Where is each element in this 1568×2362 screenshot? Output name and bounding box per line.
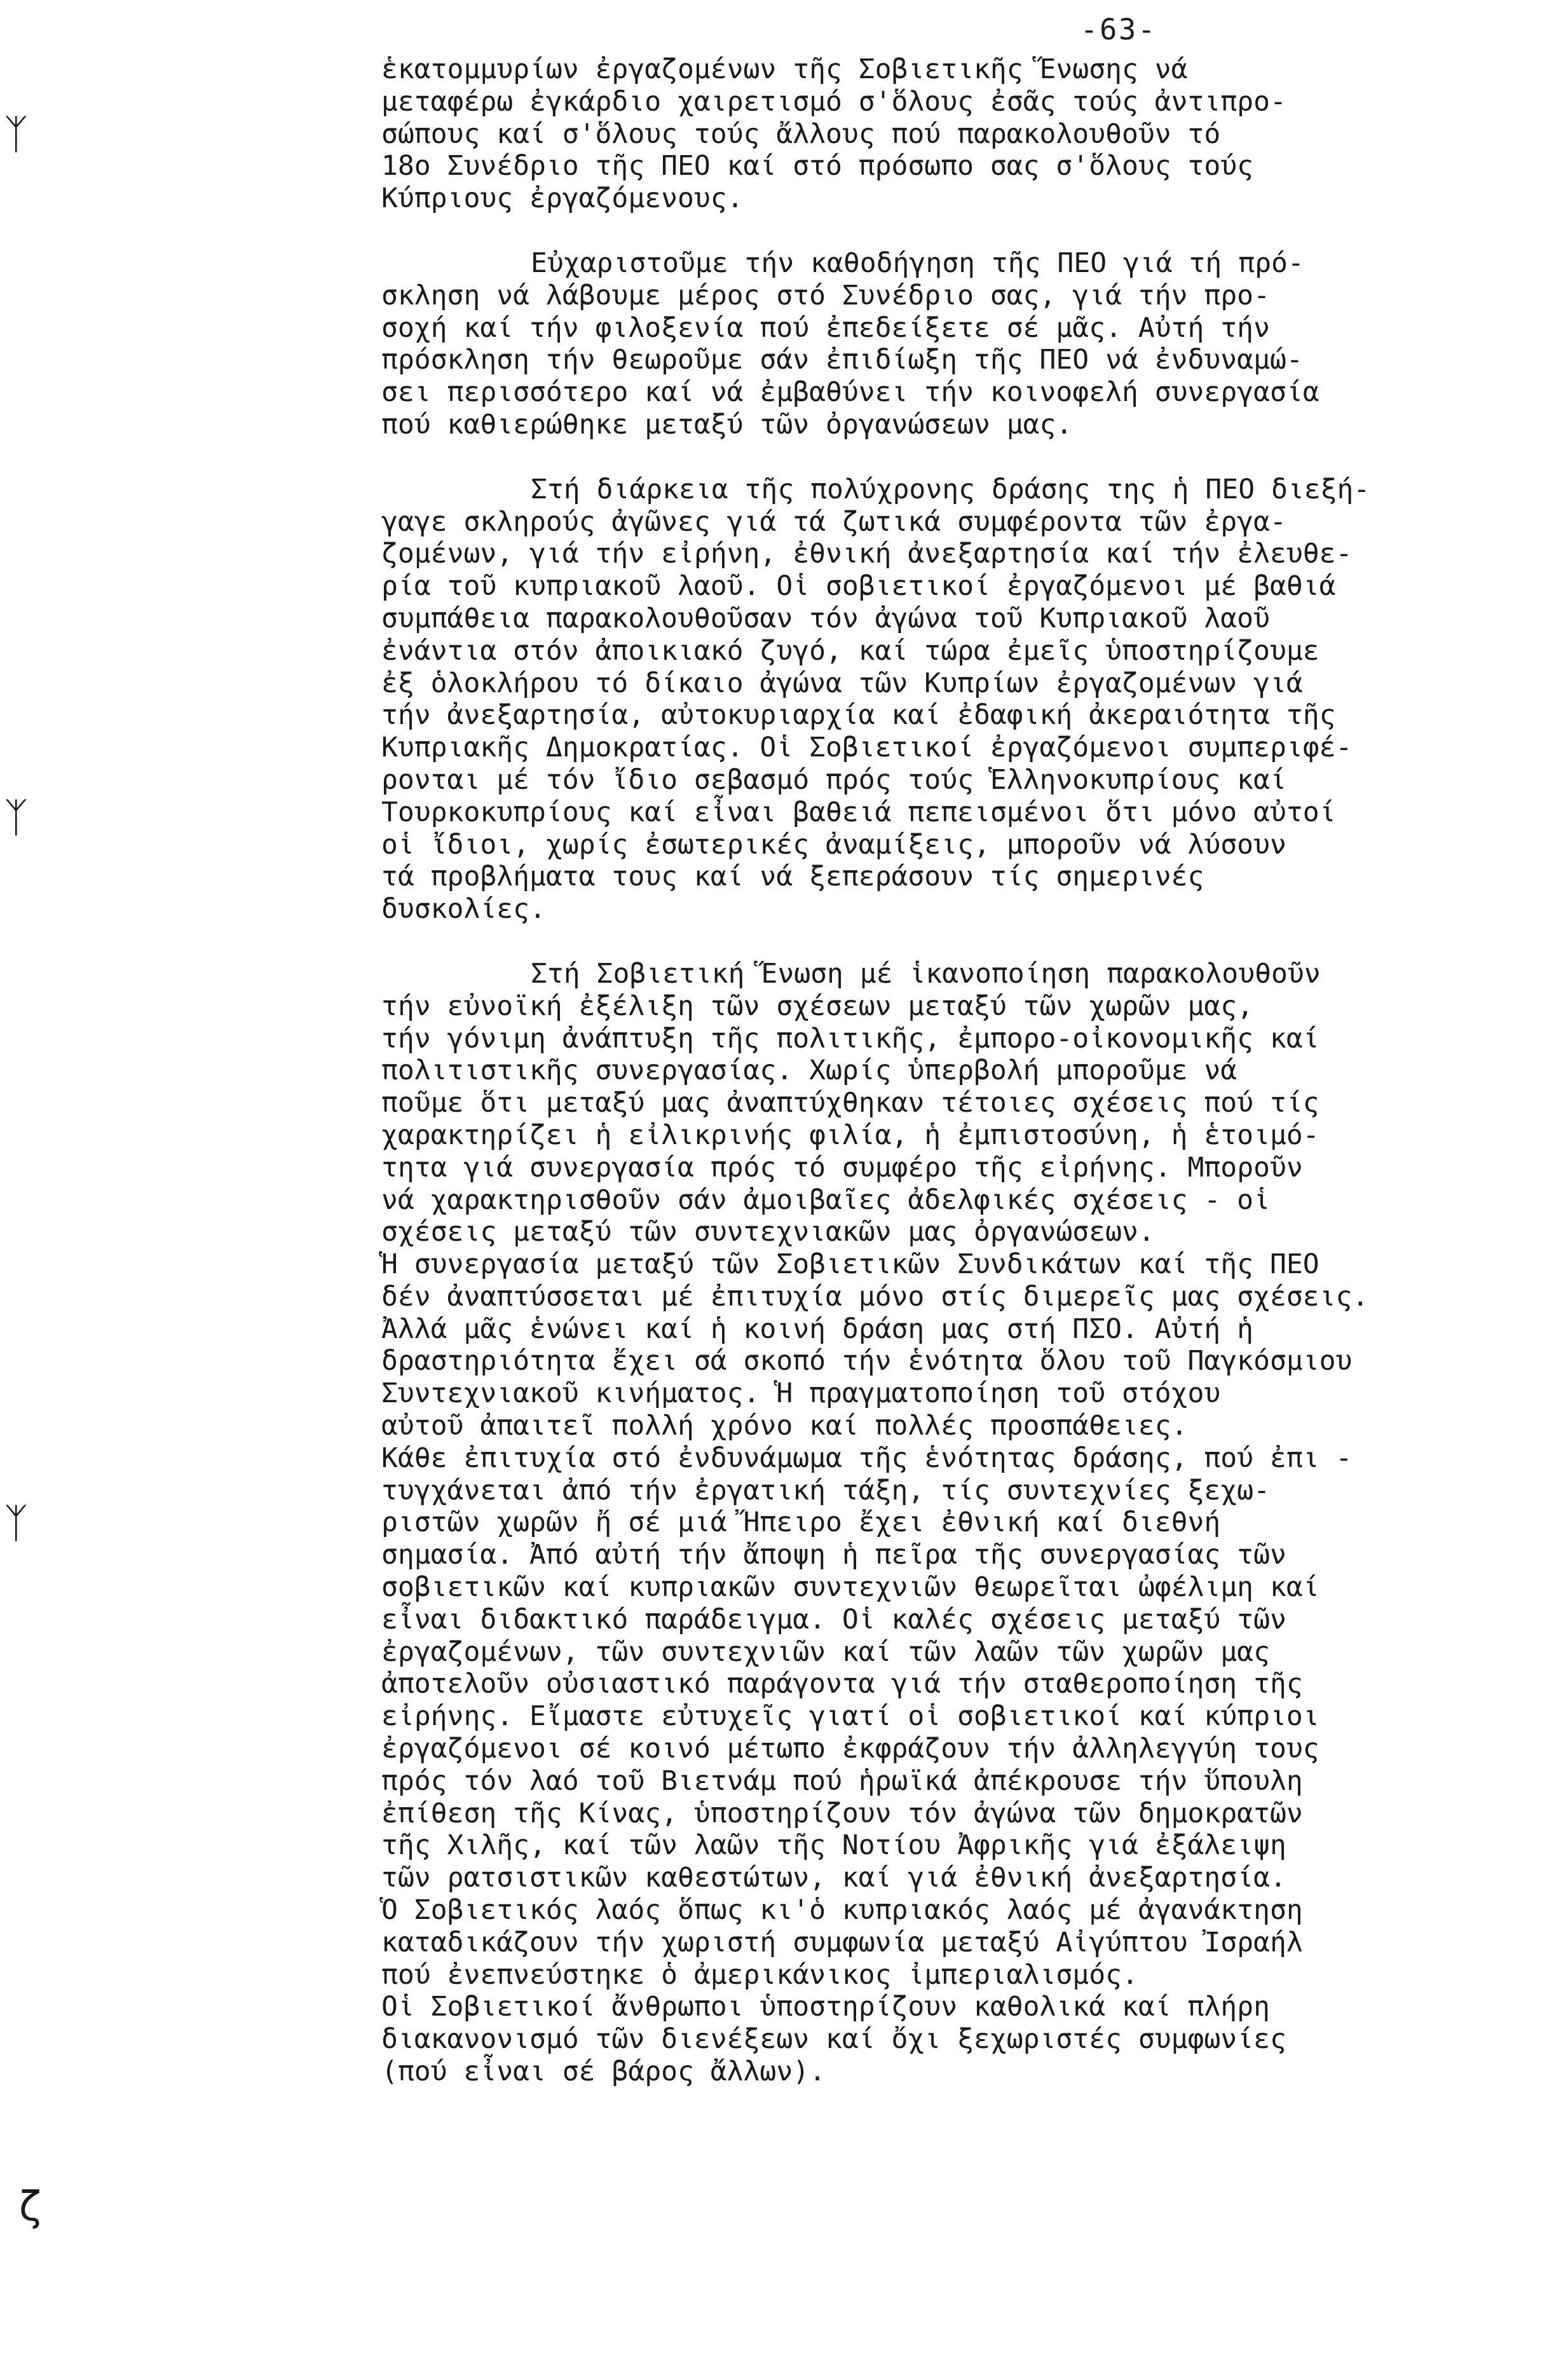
text-line: ἐνάντια στόν ἀποικιακό ζυγό, καί τώρα ἐμεῖς ὑποστηρίζουμε	[381, 634, 1319, 667]
text-line: δυσκολίες.	[381, 893, 546, 925]
text-line: δραστηριότητα ἔχει σά σκοπό τήν ἑνότητα ὅλου τοῦ Παγκόσμιου	[381, 1345, 1353, 1377]
text-line: τήν εὐνοϊκή ἐξέλιξη τῶν σχέσεων μεταξύ τῶν χωρῶν μας,	[381, 990, 1254, 1022]
text-line: τήν γόνιμη ἀνάπτυξη τῆς πολιτικῆς, ἐμπορο-οἰκονομικῆς καί	[381, 1022, 1319, 1055]
text-line: σκληση νά λάβουμε μέρος στό Συνέδριο σας, γιά τήν προ-	[381, 279, 1270, 311]
text-line: οἱ ἴδιοι, χωρίς ἐσωτερικές ἀναμίξεις, μποροῦν νά λύσουν	[381, 828, 1286, 861]
text-line: καταδικάζουν τήν χωριστή συμφωνία μεταξύ Αἰγύπτου Ἰσραήλ	[381, 1926, 1303, 1958]
text-line: νά χαρακτηρισθοῦν σάν ἀμοιβαῖες ἀδελφικές σχέσεις - οἱ	[381, 1184, 1270, 1216]
text-line: ἐργαζόμενοι σέ κοινό μέτωπο ἐκφράζουν τήν ἀλληλεγγύη τους	[381, 1733, 1319, 1765]
text-line: σοβιετικῶν καί κυπριακῶν συντεχνιῶν θεωρεῖται ὠφέλιμη καί	[381, 1571, 1319, 1604]
text-line: Κύπριους ἐργαζόμενους.	[381, 182, 744, 215]
text-line: Κυπριακῆς Δημοκρατίας. Οἱ Σοβιετικοί ἐργαζόμενοι συμπεριφέ-	[381, 732, 1353, 764]
text-line: ἑκατομμυρίων ἐργαζομένων τῆς Σοβιετικῆς Ἕνωσης νά	[381, 53, 1188, 85]
text-line: Στή Σοβιετική Ἕνωση μέ ἱκανοποίηση παρακολουθοῦν	[531, 957, 1321, 990]
text-line: σει περισσότερο καί νά ἐμβαθύνει τήν κοινοφελή συνεργασία	[381, 376, 1319, 409]
document-body	[381, 53, 1551, 2088]
paragraph	[381, 474, 1551, 925]
text-line: εἶναι διδακτικό παράδειγμα. Οἱ καλές σχέσεις μεταξύ τῶν	[381, 1603, 1286, 1635]
margin-mark: ᛉ	[4, 795, 29, 842]
text-line: ζομένων, γιά τήν εἰρήνη, ἐθνική ἀνεξαρτησία καί τήν ἐλευθε-	[381, 538, 1353, 570]
text-line: Συντεχνιακοῦ κινήματος. Ἡ πραγματοποίηση τοῦ στόχου	[381, 1377, 1221, 1410]
text-line: τά προβλήματα τους καί νά ξεπεράσουν τίς σημερινές	[381, 861, 1204, 893]
paragraph	[381, 958, 1551, 2088]
text-line: ποῦμε ὅτι μεταξύ μας ἀναπτύχθηκαν τέτοιες σχέσεις πού τίς	[381, 1087, 1319, 1119]
text-line: ἐργαζομένων, τῶν συντεχνιῶν καί τῶν λαῶν τῶν χωρῶν μας	[381, 1635, 1270, 1668]
text-line: ρονται μέ τόν ἴδιο σεβασμό πρός τούς Ἑλληνοκυπρίους καί	[381, 763, 1286, 796]
text-line: ἐξ ὁλοκλήρου τό δίκαιο ἀγώνα τῶν Κυπρίων ἐργαζομένων γιά	[381, 667, 1303, 699]
text-line: Στή διάρκεια τῆς πολύχρονης δράσης της ἡ ΠΕΟ διεξή-	[531, 473, 1370, 505]
text-line: Εὐχαριστοῦμε τήν καθοδήγηση τῆς ΠΕΟ γιά τή πρό-	[531, 247, 1304, 279]
text-line: δέν ἀναπτύσσεται μέ ἐπιτυχία μόνο στίς διμερεῖς μας σχέσεις.	[381, 1280, 1369, 1313]
text-line: ἐπίθεση τῆς Κίνας, ὑποστηρίζουν τόν ἀγώνα τῶν δημοκρατῶν	[381, 1797, 1303, 1829]
text-line: Τουρκοκυπρίους καί εἶναι βαθειά πεπεισμένοι ὅτι μόνο αὐτοί	[381, 796, 1336, 828]
text-line: ρία τοῦ κυπριακοῦ λαοῦ. Οἱ σοβιετικοί ἐργαζόμενοι μέ βαθιά	[381, 570, 1336, 603]
margin-mark: ζ	[19, 2183, 41, 2230]
text-line: αὐτοῦ ἀπαιτεῖ πολλή χρόνο καί πολλές προσπάθειες.	[381, 1410, 1188, 1442]
margin-mark: ᛉ	[4, 111, 29, 158]
text-line: Ὁ Σοβιετικός λαός ὅπως κι'ὁ κυπριακός λαός μέ ἀγανάκτηση	[381, 1894, 1303, 1927]
text-line: Κάθε ἐπιτυχία στό ἐνδυνάμωμα τῆς ἑνότητας δράσης, πού ἐπι -	[381, 1442, 1353, 1474]
text-line: πολιτιστικῆς συνεργασίας. Χωρίς ὑπερβολή μποροῦμε νά	[381, 1055, 1237, 1087]
text-line: Οἱ Σοβιετικοί ἄνθρωποι ὑποστηρίζουν καθολικά καί πλήρη	[381, 1991, 1270, 2023]
text-line: γαγε σκληρούς ἀγῶνες γιά τά ζωτικά συμφέροντα τῶν ἐργα-	[381, 505, 1286, 538]
text-line: συμπάθεια παρακολουθοῦσαν τόν ἀγώνα τοῦ Κυπριακοῦ λαοῦ	[381, 602, 1270, 634]
text-line: τητα γιά συνεργασία πρός τό συμφέρο τῆς εἰρήνης. Μποροῦν	[381, 1151, 1303, 1184]
page-number: -63-	[1081, 13, 1157, 46]
text-line: πρόσκληση τήν θεωροῦμε σάν ἐπιδίωξη τῆς ΠΕΟ νά ἐνδυναμώ-	[381, 344, 1303, 376]
text-line: πού ἐνεπνεύστηκε ὁ ἀμερικάνικος ἰμπεριαλισμός.	[381, 1958, 1138, 1991]
text-line: Ἀλλά μᾶς ἑνώνει καί ἡ κοινή δράση μας στή ΠΣΟ. Αὐτή ἡ	[381, 1313, 1254, 1345]
text-line: σημασία. Ἀπό αὐτή τήν ἄποψη ἡ πεῖρα τῆς συνεργασίας τῶν	[381, 1539, 1286, 1571]
text-line: σοχή καί τήν φιλοξενία πού ἐπεδείξετε σέ μᾶς. Αὐτή τήν	[381, 311, 1270, 344]
text-line: τῶν ρατσιστικῶν καθεστώτων, καί γιά ἐθνική ἀνεξαρτησία.	[381, 1862, 1286, 1894]
text-line: τήν ἀνεξαρτησία, αὐτοκυριαρχία καί ἐδαφική ἀκεραιότητα τῆς	[381, 699, 1336, 732]
text-line: τῆς Χιλῆς, καί τῶν λαῶν τῆς Νοτίου Ἀφρικῆς γιά ἐξάλειψη	[381, 1829, 1286, 1862]
text-line: τυγχάνεται ἀπό τήν ἐργατική τάξη, τίς συντεχνίες ξεχω-	[381, 1474, 1270, 1506]
text-line: μεταφέρω ἐγκάρδιο χαιρετισμό σ'ὅλους ἐσᾶς τούς ἀντιπρο-	[381, 85, 1286, 118]
text-line: εἰρήνης. Εἴμαστε εὐτυχεῖς γιατί οἱ σοβιετικοί καί κύπριοι	[381, 1700, 1319, 1733]
text-line: Ἡ συνεργασία μεταξύ τῶν Σοβιετικῶν Συνδικάτων καί τῆς ΠΕΟ	[381, 1248, 1319, 1281]
paragraph	[381, 247, 1551, 441]
text-line: σχέσεις μεταξύ τῶν συντεχνιακῶν μας ὀργανώσεων.	[381, 1216, 1155, 1248]
margin-mark: ᛉ	[4, 1500, 29, 1547]
text-line: (πού εἶναι σέ βάρος ἄλλων).	[381, 2056, 826, 2088]
text-line: διακανονισμό τῶν διενέξεων καί ὄχι ξεχωριστές συμφωνίες	[381, 2023, 1286, 2056]
text-line: σώπους καί σ'ὅλους τούς ἄλλους πού παρακολουθοῦν τό	[381, 118, 1221, 150]
text-line: 18ο Συνέδριο τῆς ΠΕΟ καί στό πρόσωπο σας σ'ὅλους τούς	[381, 150, 1254, 182]
text-line: ἀποτελοῦν οὐσιαστικό παράγοντα γιά τήν σταθεροποίηση τῆς	[381, 1668, 1303, 1700]
paragraph	[381, 53, 1551, 215]
text-line: πρός τόν λαό τοῦ Βιετνάμ πού ἡρωϊκά ἀπέκρουσε τήν ὕπουλη	[381, 1765, 1303, 1797]
text-line: ριστῶν χωρῶν ἤ σέ μιά Ἤπειρο ἔχει ἐθνική καί διεθνή	[381, 1506, 1221, 1539]
text-line: πού καθιερώθηκε μεταξύ τῶν ὀργανώσεων μας.	[381, 408, 1073, 440]
text-line: χαρακτηρίζει ἡ εἰλικρινής φιλία, ἡ ἐμπιστοσύνη, ἡ ἑτοιμό-	[381, 1119, 1319, 1151]
